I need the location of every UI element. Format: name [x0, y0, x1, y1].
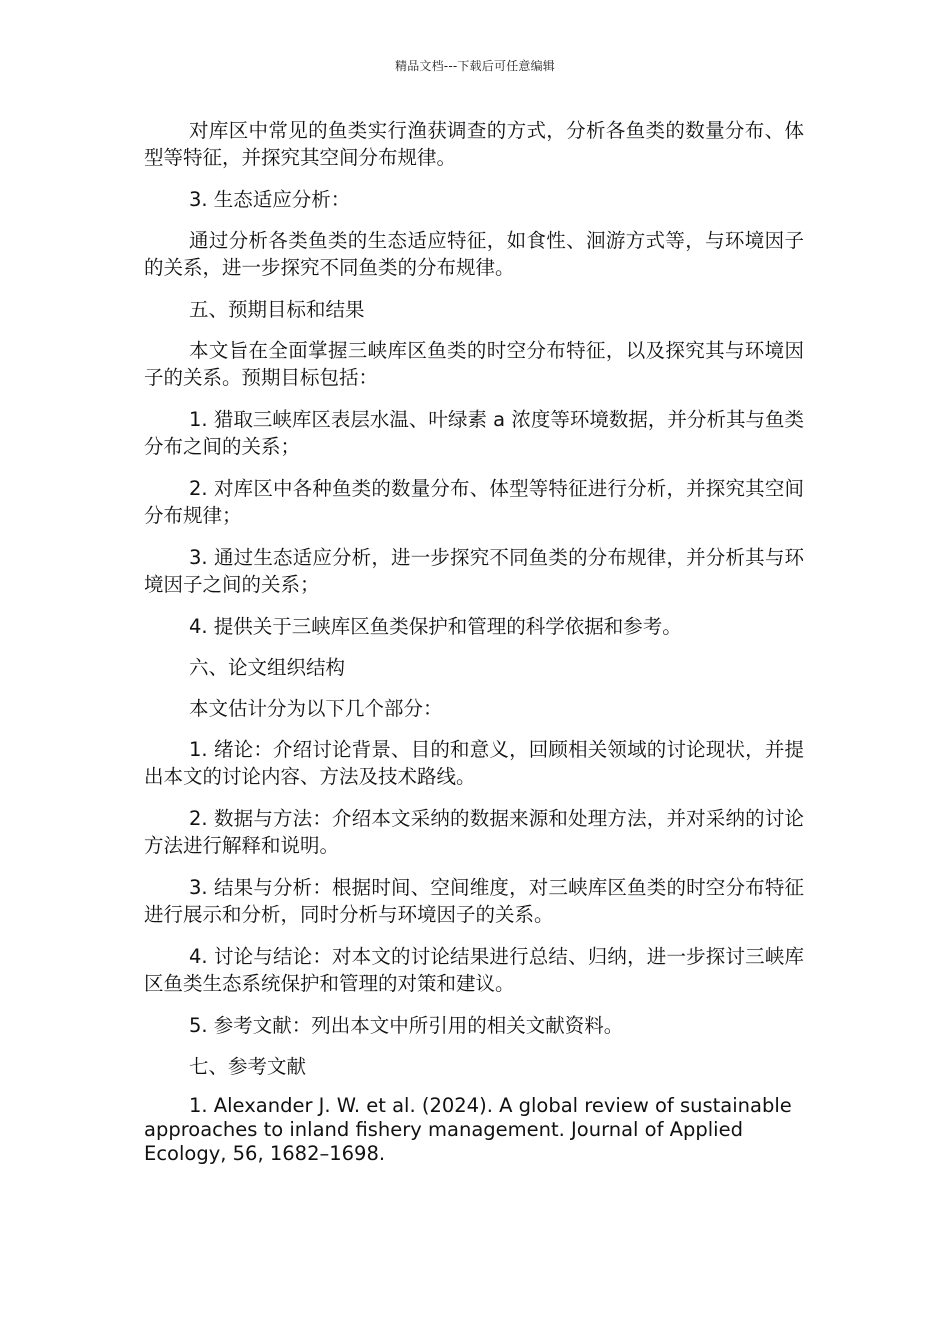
section-heading-expected-results: 五、预期目标和结果	[189, 298, 365, 321]
goal-item-4: 4. 提供关于三峡库区鱼类保护和管理的科学依据和参考。	[189, 615, 682, 638]
structure-item-3: 3. 结果与分析：根据时间、空间维度，对三峡库区鱼类的时空分布特征进行展示和分析，同时分析与环境因子的关系。	[144, 876, 804, 926]
structure-item-1: 1. 绪论：介绍讨论背景、目的和意义，回顾相关领域的讨论现状，并提出本文的讨论内容、方法及技术路线。	[144, 738, 804, 788]
paragraph-structure-intro: 本文估计分为以下几个部分：	[189, 697, 443, 720]
section-heading-thesis-structure: 六、论文组织结构	[189, 656, 346, 679]
paragraph-ecological-adaptation: 通过分析各类鱼类的生态适应特征，如食性、洄游方式等，与环境因子的关系，进一步探究不同鱼类的分布规律。	[144, 229, 804, 279]
paragraph-expected-goals-intro: 本文旨在全面掌握三峡库区鱼类的时空分布特征，以及探究其与环境因子的关系。预期目标包括：	[144, 339, 804, 389]
goal-item-3: 3. 通过生态适应分析，进一步探究不同鱼类的分布规律，并分析其与环境因子之间的关系；	[144, 546, 804, 596]
goal-item-2: 2. 对库区中各种鱼类的数量分布、体型等特征进行分析，并探究其空间分布规律；	[144, 477, 804, 527]
page-header: 精品文档---下载后可任意编辑	[395, 59, 555, 73]
subheading-ecological-adaptation: 3. 生态适应分析：	[189, 188, 351, 211]
structure-item-2: 2. 数据与方法：介绍本文采纳的数据来源和处理方法，并对采纳的讨论方法进行解释和说明。	[144, 807, 804, 857]
reference-item-1: 1. Alexander J. W. et al. (2024). A global review of sustainable approaches to inland fishery management. Journal of Applied Ecology, 56, 1682–1698.	[144, 1094, 792, 1165]
paragraph-survey-method: 对库区中常见的鱼类实行渔获调查的方式，分析各鱼类的数量分布、体型等特征，并探究其空间分布规律。	[144, 119, 804, 169]
goal-item-1: 1. 猎取三峡库区表层水温、叶绿素 a 浓度等环境数据，并分析其与鱼类分布之间的关系；	[144, 408, 804, 458]
document-body	[144, 117, 804, 1166]
structure-item-4: 4. 讨论与结论：对本文的讨论结果进行总结、归纳，进一步探讨三峡库区鱼类生态系统保护和管理的对策和建议。	[144, 945, 804, 995]
structure-item-5: 5. 参考文献：列出本文中所引用的相关文献资料。	[189, 1014, 624, 1037]
section-heading-references: 七、参考文献	[189, 1055, 307, 1078]
